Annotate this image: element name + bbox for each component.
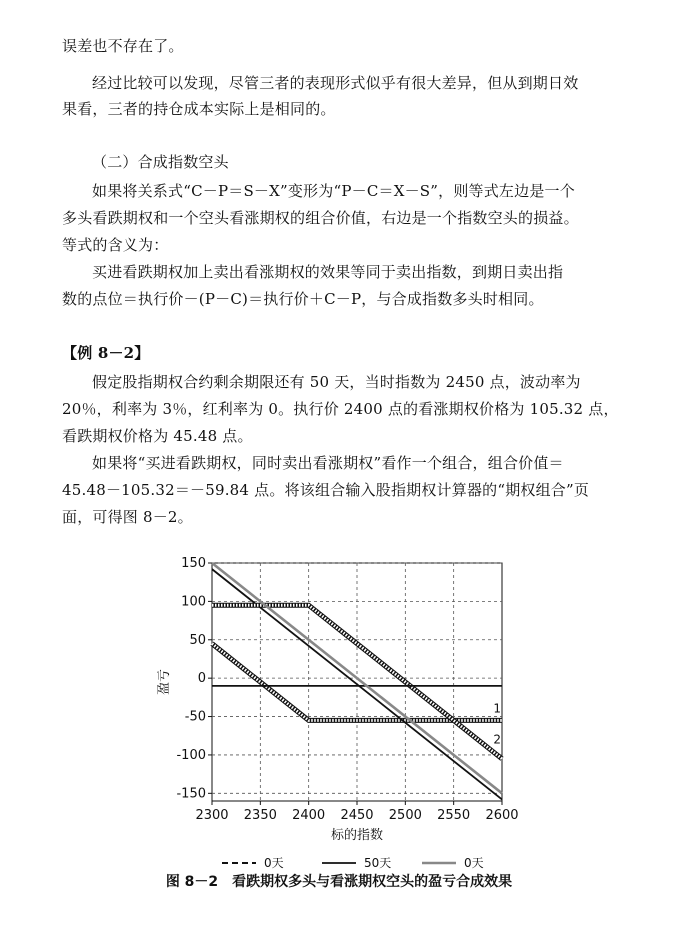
example-heading: 【例 8－2】 — [62, 344, 150, 362]
paragraph-line: 多头看跌期权和一个空头看涨期权的组合价值，右边是一个指数空头的损益。 — [62, 209, 579, 227]
x-tick-label: 2400 — [292, 808, 326, 823]
paragraph-line: 等式的含义为： — [62, 236, 169, 254]
paragraph-line: 如果将“买进看跌期权，同时卖出看涨期权”看作一个组合，组合价值＝ — [92, 454, 564, 472]
x-tick-label: 2350 — [243, 808, 277, 823]
y-tick-label: 100 — [181, 594, 206, 610]
x-tick-label: 2450 — [340, 808, 374, 823]
line-annotation: 2 — [493, 732, 501, 747]
series-line-1-outer — [212, 605, 502, 759]
paragraph-line: 如果将关系式“C－P＝S－X”变形为“P－C＝X－S”，则等式左边是一个 — [92, 182, 575, 200]
y-tick-label: 50 — [189, 632, 206, 648]
x-axis-label: 标的指数 — [330, 828, 384, 843]
payoff-chart-svg — [150, 555, 530, 885]
section-heading: （二）合成指数空头 — [92, 153, 229, 171]
paragraph-line: 面，可得图 8－2。 — [62, 508, 193, 526]
paragraph-line: 经过比较可以发现，尽管三者的表现形式似乎有很大差异，但从到期日效 — [92, 74, 579, 92]
y-tick-label: 0 — [197, 671, 206, 687]
figure-caption: 图 8－2 看跌期权多头与看涨期权空头的盈亏合成效果 — [165, 874, 513, 890]
paragraph-line: 看跌期权价格为 45.48 点。 — [62, 427, 253, 445]
paragraph-line: 果看，三者的持仓成本实际上是相同的。 — [62, 100, 336, 118]
y-tick-label: -50 — [184, 709, 206, 725]
y-tick-label: -150 — [176, 786, 206, 802]
x-tick-label: 2300 — [195, 808, 229, 823]
legend-label: 50天 — [364, 856, 392, 870]
legend-label: 0天 — [464, 856, 484, 870]
paragraph-line: 45.48－105.32＝－59.84 点。将该组合输入股指期权计算器的“期权组合”页 — [62, 481, 590, 499]
paragraph-line: 买进看跌期权加上卖出看涨期权的效果等同于卖出指数，到期日卖出指 — [92, 263, 564, 281]
x-tick-label: 2600 — [485, 808, 519, 823]
x-tick-label: 2550 — [437, 808, 471, 823]
legend-label: 0天 — [264, 856, 284, 870]
x-tick-label: 2500 — [388, 808, 422, 823]
paragraph-line: 数的点位＝执行价－(P－C)＝执行价＋C－P，与合成指数多头时相同。 — [62, 290, 544, 308]
y-tick-label: -100 — [176, 747, 206, 763]
paragraph-line: 误差也不存在了。 — [62, 37, 184, 55]
series-line-1-hatch — [212, 605, 502, 759]
payoff-chart — [150, 555, 530, 885]
line-annotation: 1 — [493, 701, 501, 716]
paragraph-line: 20％，利率为 3％，红利率为 0。执行价 2400 点的看涨期权价格为 105.32 点， — [62, 400, 619, 418]
y-axis-label: 盈亏 — [157, 668, 172, 696]
y-tick-label: 150 — [181, 556, 206, 571]
paragraph-line: 假定股指期权合约剩余期限还有 50 天，当时指数为 2450 点，波动率为 — [92, 373, 581, 391]
